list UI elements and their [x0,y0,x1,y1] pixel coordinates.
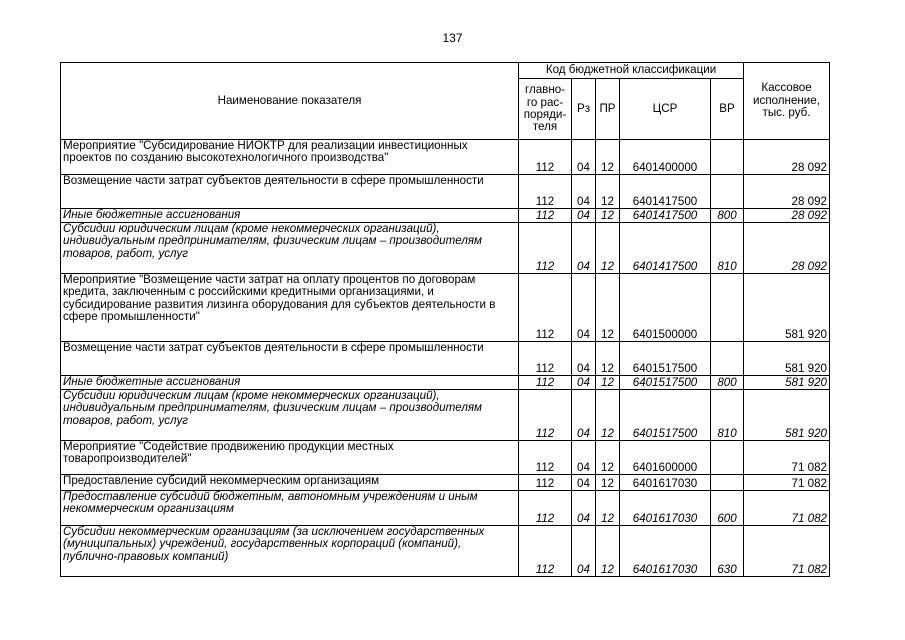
row-ministry-code: 112 [519,491,572,526]
table-row [61,390,830,441]
row-name: Субсидии юридическим лицам (кроме некоммерческих организаций), индивидуальным предпринимателям, физическим лицам – производителям товаров, работ, услуг [61,223,519,274]
row-rz-code: 04 [572,526,596,577]
table-row [61,274,830,342]
table-row [61,376,830,390]
row-ministry-code: 112 [519,342,572,376]
row-amount: 581 920 [744,376,830,390]
header-classification-group: Код бюджетной классификации [519,63,744,79]
row-pr-code: 12 [596,390,620,441]
row-pr-code: 12 [596,491,620,526]
header-amount: Кассовое исполнение, тыс. руб. [744,63,830,140]
row-rz-code: 04 [572,140,596,175]
row-ministry-code: 112 [519,475,572,491]
header-pr: ПР [596,79,620,140]
table-row [61,175,830,209]
header-ministry: главно-го рас-поряди-теля [519,79,572,140]
row-csr-code: 6401417500 [620,209,711,223]
table-row [61,342,830,376]
row-rz-code: 04 [572,209,596,223]
row-rz-code: 04 [572,223,596,274]
header-csr: ЦСР [620,79,711,140]
header-vr: ВР [711,79,744,140]
row-vr-code: 600 [711,491,744,526]
row-ministry-code: 112 [519,274,572,342]
row-ministry-code: 112 [519,376,572,390]
row-rz-code: 04 [572,441,596,475]
row-name: Мероприятие "Возмещение части затрат на оплату процентов по договорам кредита, заключенным с российскими кредитными организациями, и субсидирование развития лизинга оборудования для субъектов деятельности в сфере промышленности" [61,274,519,342]
row-ministry-code: 112 [519,441,572,475]
row-amount: 28 092 [744,140,830,175]
header-rz: Рз [572,79,596,140]
page-number: 137 [442,31,463,45]
row-csr-code: 6401617030 [620,491,711,526]
row-name: Иные бюджетные ассигнования [61,209,519,223]
row-ministry-code: 112 [519,209,572,223]
row-name: Мероприятие "Содействие продвижению продукции местных товаропроизводителей" [61,441,519,475]
row-csr-code: 6401500000 [620,274,711,342]
row-amount: 581 920 [744,274,830,342]
row-vr-code [711,441,744,475]
row-amount: 28 092 [744,223,830,274]
row-csr-code: 6401417500 [620,175,711,209]
table-row [61,140,830,175]
row-csr-code: 6401617030 [620,475,711,491]
row-vr-code: 810 [711,390,744,441]
row-csr-code: 6401617030 [620,526,711,577]
row-name: Мероприятие "Субсидирование НИОКТР для реализации инвестиционных проектов по созданию высокотехнологичного производства" [61,140,519,175]
row-amount: 71 082 [744,441,830,475]
row-pr-code: 12 [596,376,620,390]
row-csr-code: 6401517500 [620,376,711,390]
row-rz-code: 04 [572,274,596,342]
row-rz-code: 04 [572,390,596,441]
row-rz-code: 04 [572,475,596,491]
row-ministry-code: 112 [519,390,572,441]
table-row [61,491,830,526]
row-vr-code [711,475,744,491]
row-vr-code [711,342,744,376]
row-amount: 71 082 [744,475,830,491]
row-ministry-code: 112 [519,223,572,274]
row-vr-code [711,274,744,342]
row-csr-code: 6401400000 [620,140,711,175]
row-vr-code: 800 [711,209,744,223]
row-vr-code: 630 [711,526,744,577]
row-name: Возмещение части затрат субъектов деятельности в сфере промышленности [61,342,519,376]
row-pr-code: 12 [596,342,620,376]
table-row [61,475,830,491]
row-csr-code: 6401517500 [620,390,711,441]
row-name: Иные бюджетные ассигнования [61,376,519,390]
row-rz-code: 04 [572,175,596,209]
row-vr-code: 810 [711,223,744,274]
table-body [61,140,830,577]
row-rz-code: 04 [572,491,596,526]
row-amount: 71 082 [744,491,830,526]
row-name: Субсидии некоммерческим организациям (за исключением государственных (муниципальных) учреждений, государственных корпораций (компаний), публично-правовых компаний) [61,526,519,577]
row-pr-code: 12 [596,175,620,209]
row-pr-code: 12 [596,475,620,491]
table-row [61,209,830,223]
row-vr-code [711,175,744,209]
row-ministry-code: 112 [519,526,572,577]
row-ministry-code: 112 [519,175,572,209]
table-row [61,441,830,475]
table-row [61,223,830,274]
row-ministry-code: 112 [519,140,572,175]
budget-execution-table [60,62,830,577]
row-pr-code: 12 [596,526,620,577]
row-rz-code: 04 [572,342,596,376]
header-indicator-name: Наименование показателя [61,63,519,140]
row-amount: 581 920 [744,390,830,441]
row-name: Возмещение части затрат субъектов деятельности в сфере промышленности [61,175,519,209]
row-name: Субсидии юридическим лицам (кроме некоммерческих организаций), индивидуальным предпринимателям, физическим лицам – производителям товаров, работ, услуг [61,390,519,441]
table-row [61,526,830,577]
row-csr-code: 6401517500 [620,342,711,376]
row-amount: 581 920 [744,342,830,376]
row-pr-code: 12 [596,441,620,475]
row-vr-code: 800 [711,376,744,390]
row-csr-code: 6401600000 [620,441,711,475]
row-name: Предоставление субсидий бюджетным, автономным учреждениям и иным некоммерческим организациям [61,491,519,526]
row-pr-code: 12 [596,140,620,175]
row-name: Предоставление субсидий некоммерческим организациям [61,475,519,491]
row-amount: 71 082 [744,526,830,577]
row-rz-code: 04 [572,376,596,390]
row-csr-code: 6401417500 [620,223,711,274]
row-vr-code [711,140,744,175]
row-pr-code: 12 [596,223,620,274]
row-amount: 28 092 [744,209,830,223]
row-pr-code: 12 [596,274,620,342]
row-pr-code: 12 [596,209,620,223]
row-amount: 28 092 [744,175,830,209]
